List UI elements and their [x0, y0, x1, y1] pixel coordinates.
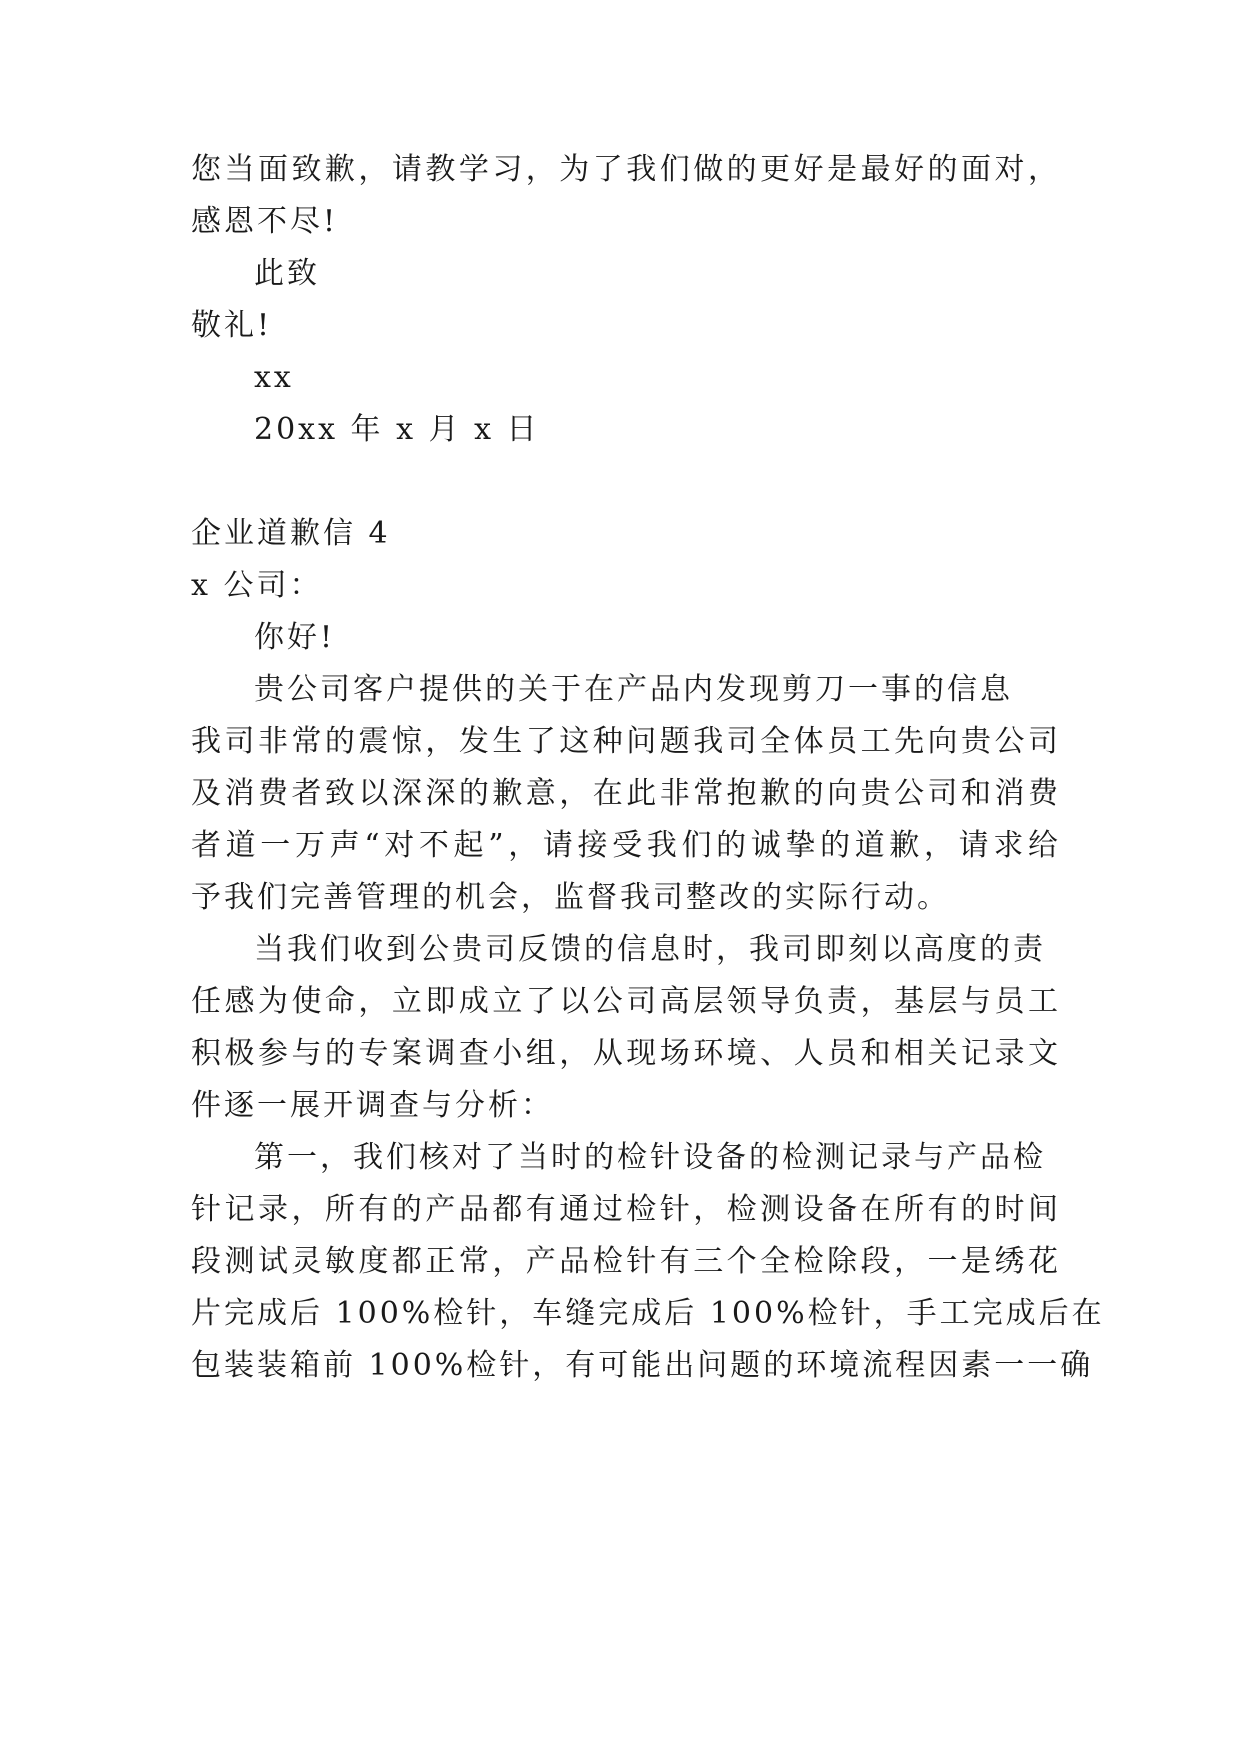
paragraph-line: 贵公司客户提供的关于在产品内发现剪刀一事的信息: [254, 672, 1013, 707]
paragraph-line: 包装装箱前 100%检针，有可能出问题的环境流程因素一一确: [191, 1348, 1094, 1383]
paragraph-line: 第一，我们核对了当时的检针设备的检测记录与产品检: [254, 1140, 1046, 1175]
paragraph-line: 我司非常的震惊，发生了这种问题我司全体员工先向贵公司: [191, 724, 1061, 759]
letter-title: 企业道歉信 4: [191, 516, 391, 551]
letter-date: 20xx 年 x 月 x 日: [254, 412, 540, 447]
letter-recipient: x 公司：: [191, 568, 323, 603]
paragraph-line: 任感为使命，立即成立了以公司高层领导负责，基层与员工: [191, 984, 1061, 1019]
closing-salutation: 此致: [254, 256, 320, 291]
closing-respect: 敬礼!: [191, 308, 273, 343]
paragraph-line: 积极参与的专案调查小组，从现场环境、人员和相关记录文: [191, 1036, 1061, 1071]
letter-greeting: 你好!: [254, 620, 336, 655]
paragraph-line: 片完成后 100%检针，车缝完成后 100%检针，手工完成后在: [191, 1296, 1105, 1331]
paragraph-line: 及消费者致以深深的歉意，在此非常抱歉的向贵公司和消费: [191, 776, 1061, 811]
signer-name: xx: [254, 360, 294, 395]
paragraph-line: 当我们收到公贵司反馈的信息时，我司即刻以高度的责: [254, 932, 1046, 967]
paragraph-line: 您当面致歉，请教学习，为了我们做的更好是最好的面对，: [191, 152, 1061, 187]
paragraph-line: 针记录，所有的产品都有通过检针，检测设备在所有的时间: [191, 1192, 1061, 1227]
paragraph-line: 予我们完善管理的机会，监督我司整改的实际行动。: [191, 880, 950, 915]
paragraph-line: 件逐一展开调查与分析：: [191, 1088, 554, 1123]
paragraph-line: 段测试灵敏度都正常，产品检针有三个全检除段，一是绣花: [191, 1244, 1061, 1279]
paragraph-line: 感恩不尽!: [191, 204, 339, 239]
paragraph-line: 者道一万声“对不起”，请接受我们的诚挚的道歉，请求给: [191, 828, 1061, 863]
